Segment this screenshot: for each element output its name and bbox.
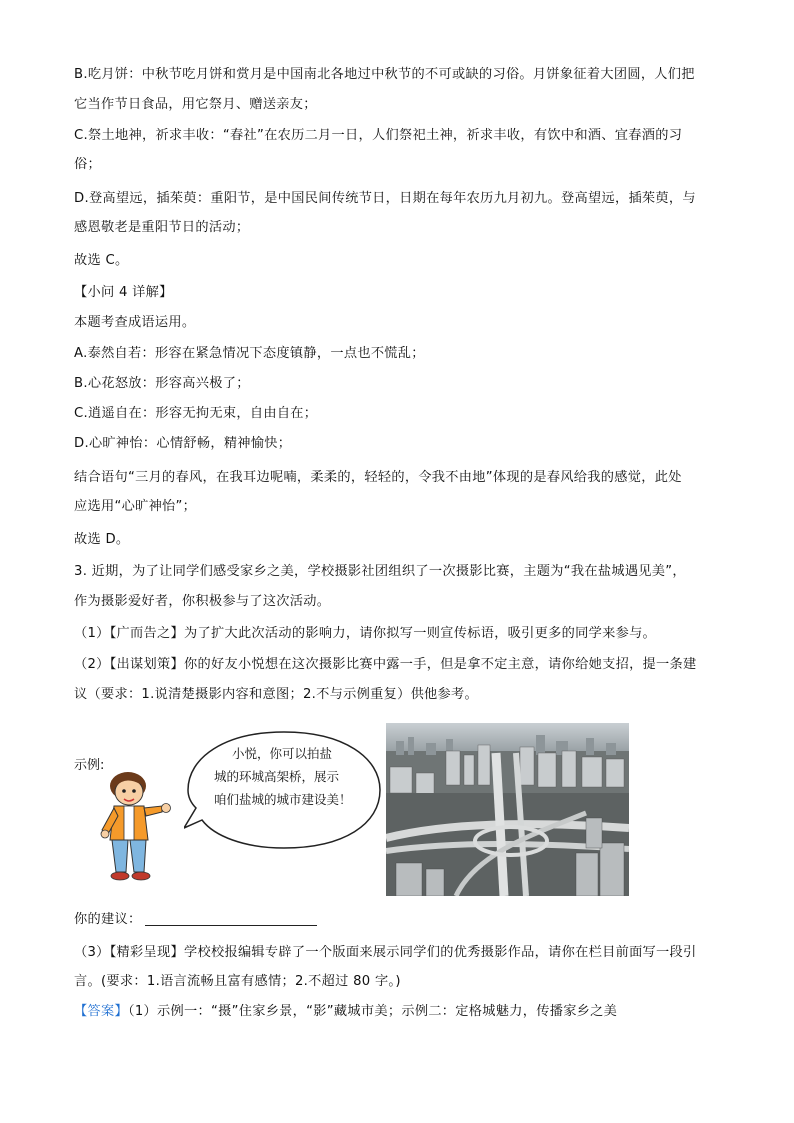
text-line: 结合语句“三月的春风，在我耳边呢喃，柔柔的，轻轻的，令我不由地”体现的是春风给我的感觉，此处 — [74, 470, 682, 485]
suggestion-label: 你的建议： — [74, 912, 142, 927]
text-line: 议（要求：1.说清楚摄影内容和意图；2.不与示例重复）供他参考。 — [74, 687, 479, 702]
text-line: D.登高望远，插茱萸：重阳节，是中国民间传统节日，日期在每年农历九月初九。登高望远，插茱萸，与 — [74, 191, 696, 206]
text-line: B.吃月饼：中秋节吃月饼和赏月是中国南北各地过中秋节的不可或缺的习俗。月饼象征着大团圆，人们把 — [74, 67, 695, 82]
text-line: A.泰然自若：形容在紧急情况下态度镇静，一点也不慌乱； — [74, 346, 425, 361]
text-line: 俗； — [74, 157, 101, 172]
answer-line — [74, 1003, 617, 1021]
text-line: 【小问 4 详解】 — [74, 285, 173, 300]
example-label: 示例: — [74, 758, 105, 773]
text-line: B.心花怒放：形容高兴极了； — [74, 376, 250, 391]
text-line: 本题考查成语运用。 — [74, 315, 196, 330]
text-line: 故选 D。 — [74, 532, 130, 547]
bubble-line-2: 城的环城高架桥，展示 — [214, 769, 340, 784]
text-line: C.逍遥自在：形容无拘无束，自由自在； — [74, 406, 318, 421]
suggestion-answer-blank — [145, 925, 317, 926]
text-line: 3. 近期，为了让同学们感受家乡之美，学校摄影社团组织了一次摄影比赛，主题为“我在盐城遇见美”， — [74, 564, 686, 579]
text-line: 感恩敬老是重阳节日的活动； — [74, 220, 250, 235]
text-line: 它当作节日食品，用它祭月、赠送亲友； — [74, 97, 317, 112]
boy-illustration — [96, 768, 176, 883]
bubble-line-3: 咱们盐城的城市建设美！ — [214, 792, 352, 807]
text-line: C.祭土地神，祈求丰收：“春社”在农历二月一日，人们祭祀土神，祈求丰收，有饮中和酒、宜春酒的习 — [74, 128, 683, 143]
text-line: D.心旷神怡：心情舒畅，精神愉快； — [74, 436, 292, 451]
answer-tag: 【答案】 — [74, 1004, 128, 1019]
text-line: 言。(要求：1.语言流畅且富有感情；2.不超过 80 字。) — [74, 974, 401, 989]
text-line: （2）【出谋划策】你的好友小悦想在这次摄影比赛中露一手，但是拿不定主意，请你给她支招，提一条建 — [74, 657, 697, 672]
text-line: 故选 C。 — [74, 253, 129, 268]
text-line: （1）【广而告之】为了扩大此次活动的影响力，请你拟写一则宣传标语，吸引更多的同学来参与。 — [74, 626, 657, 641]
city-interchange-photo — [386, 723, 629, 896]
answer-text: （1）示例一：“摄”住家乡景，“影”藏城市美；示例二：定格城魅力，传播家乡之美 — [127, 1004, 618, 1019]
text-line: （3）【精彩呈现】学校校报编辑专辟了一个版面来展示同学们的优秀摄影作品，请你在栏目前面写一段引 — [74, 945, 697, 960]
bubble-line-1: 小悦，你可以拍盐 — [232, 746, 333, 761]
text-line: 应选用“心旷神怡”； — [74, 499, 197, 514]
text-line: 作为摄影爱好者，你积极参与了这次活动。 — [74, 594, 331, 609]
speech-bubble — [184, 728, 384, 857]
